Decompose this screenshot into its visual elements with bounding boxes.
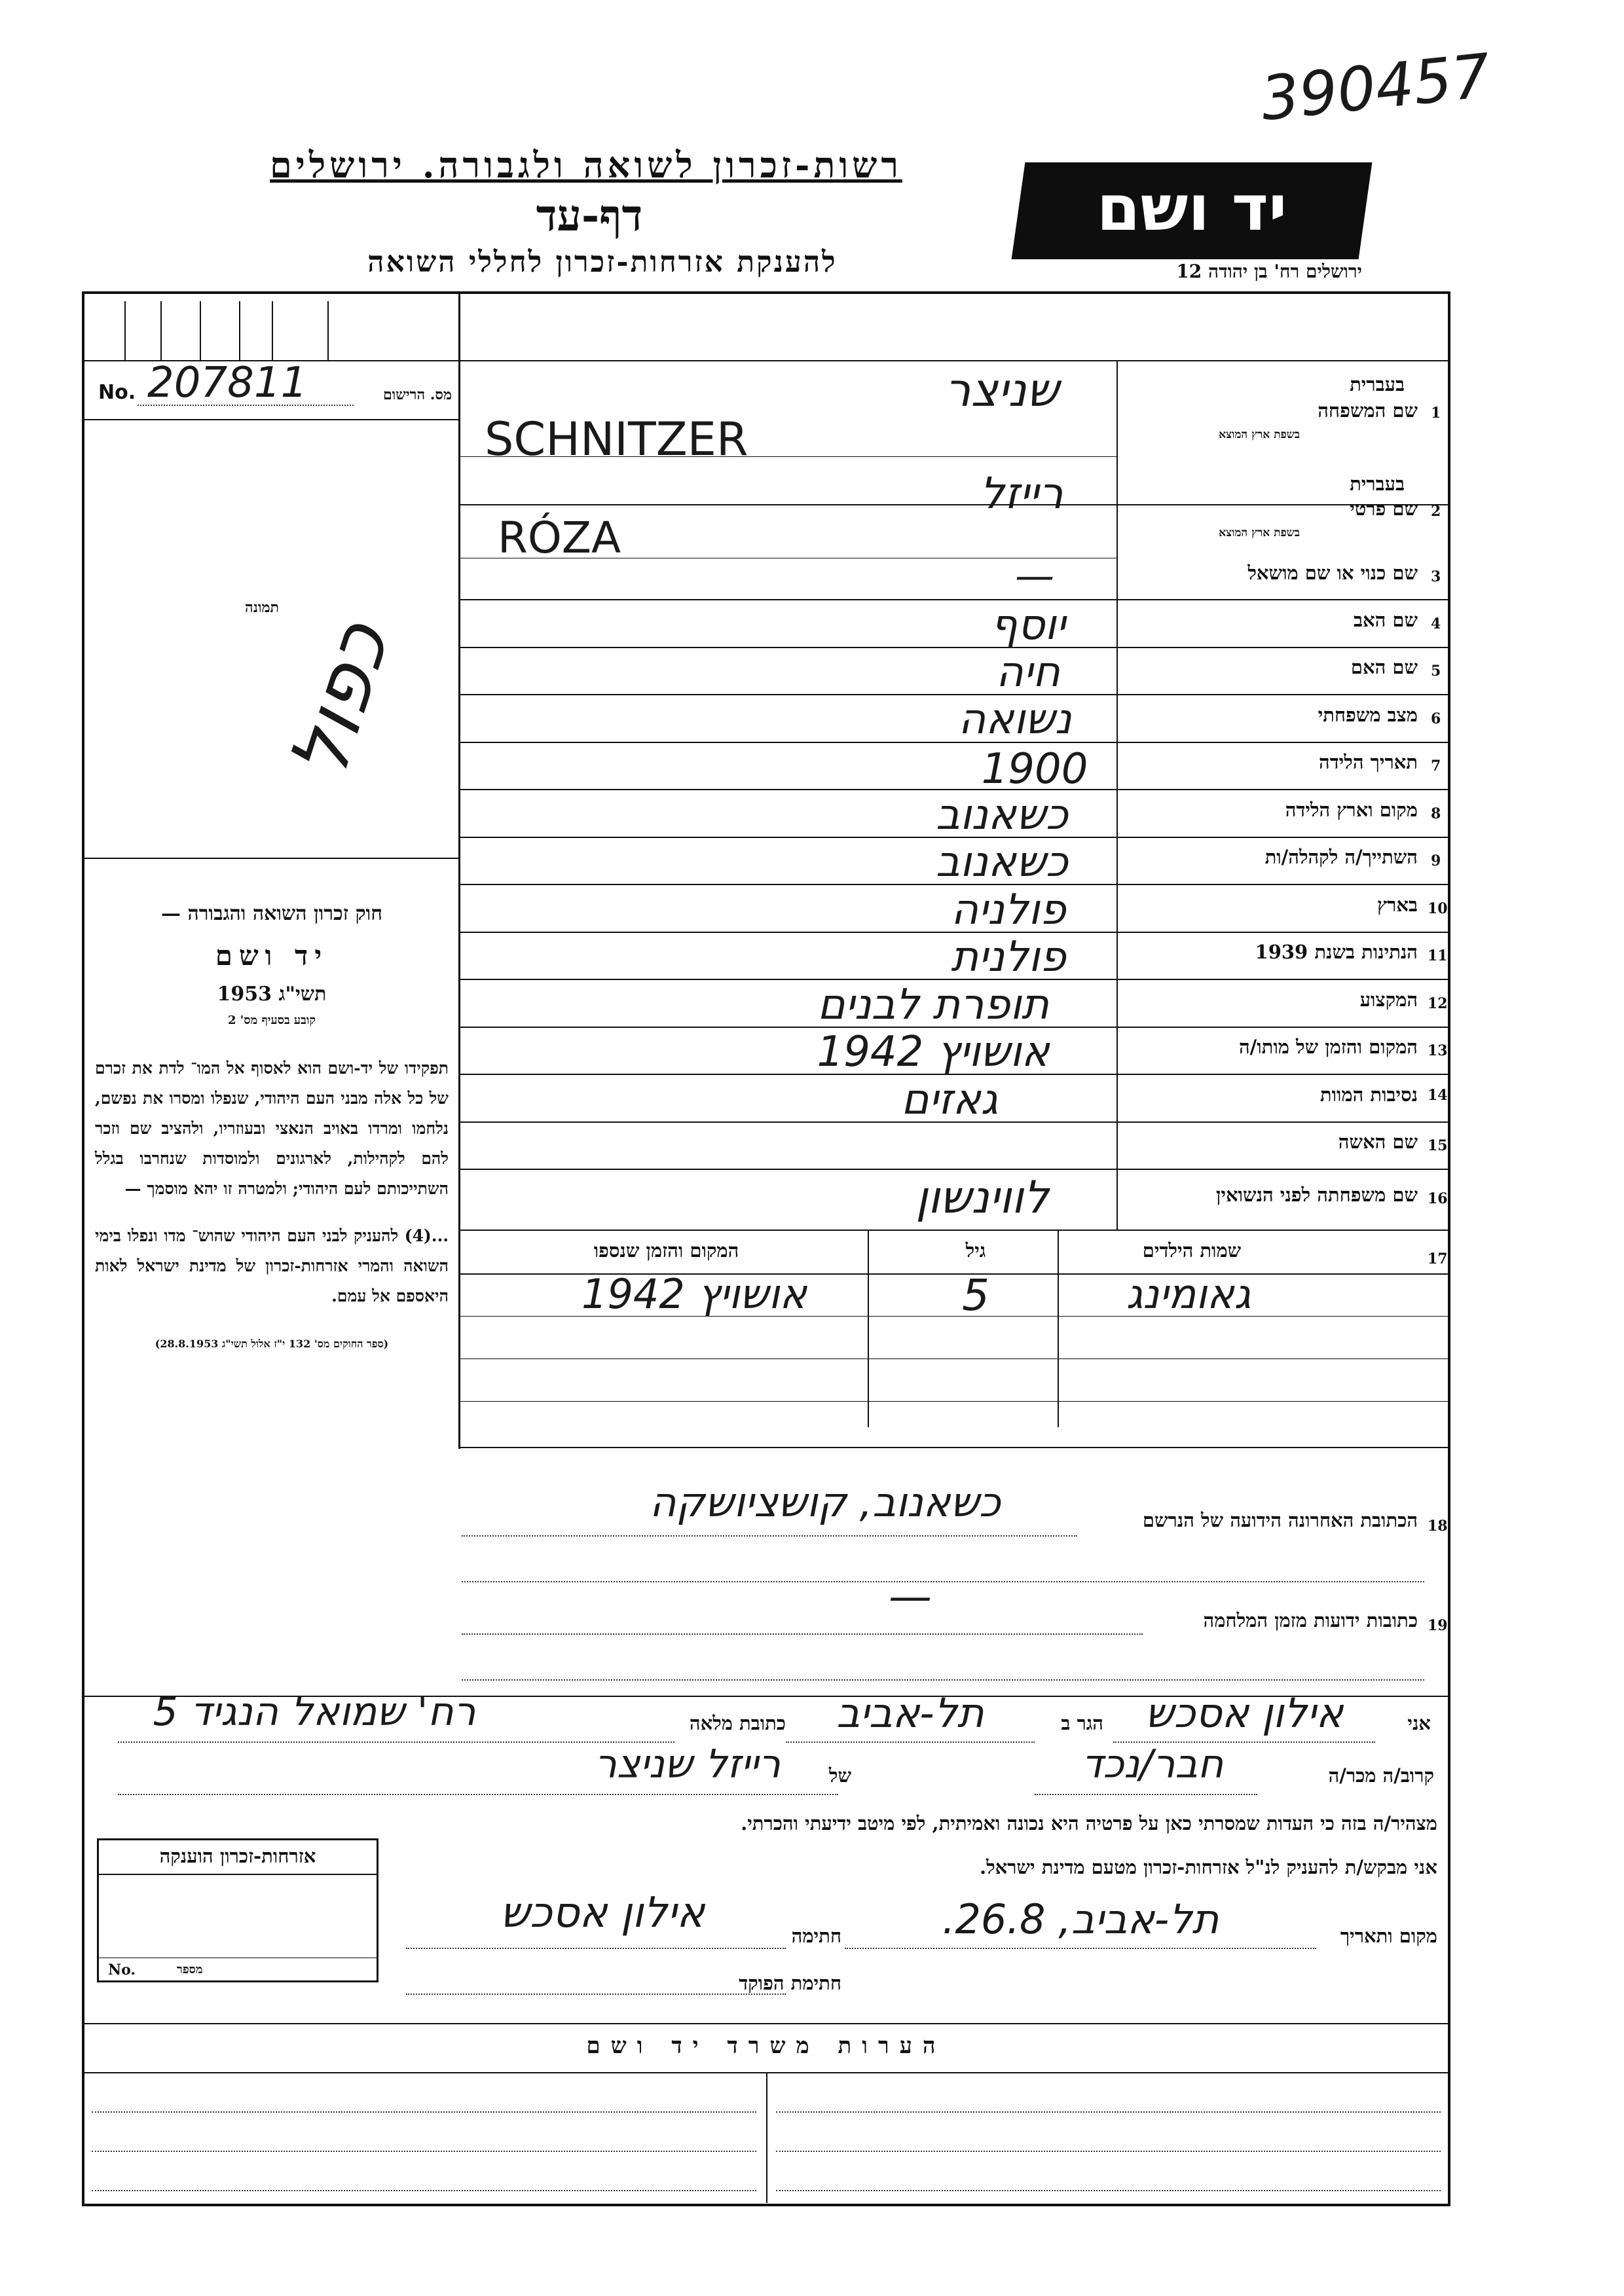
field-9-number: 9	[1431, 852, 1441, 869]
field-9-value: כשאנוב	[935, 838, 1069, 886]
field-16-label: שם משפחתה לפני הנשואין	[1216, 1184, 1418, 1206]
field-4-number: 4	[1431, 615, 1441, 632]
field-8-value: כשאנוב	[935, 791, 1069, 839]
field-14-number: 14	[1428, 1087, 1448, 1104]
field-1-value-latin: SCHNITZER	[485, 412, 748, 466]
signature-value: אילון אסכש	[500, 1889, 705, 1937]
declaration-lives-label: הגר ב	[1061, 1712, 1103, 1734]
photo-note: כפול	[272, 611, 408, 789]
field-2-label: שם פרטי	[1350, 498, 1418, 520]
declaration-statement-1: מצהיר/ה בזה כי העדות שמסרתי כאן על פרטיה היא נכונה ואמיתית, לפי מיטב ידיעתי והכרתי.	[741, 1812, 1437, 1834]
stamp-no-label: No.	[108, 1961, 136, 1978]
war-addresses-value: —	[889, 1571, 932, 1622]
field-10-number: 10	[1428, 900, 1448, 917]
field-16-number: 16	[1428, 1190, 1448, 1207]
field-4-value: יוסף	[990, 601, 1066, 649]
field-13-value: אושויץ 1942	[817, 1028, 1050, 1076]
field-12-value: תופרת לבנים	[817, 981, 1049, 1029]
field-15-label: שם האשה	[1338, 1131, 1418, 1153]
form-title: דף-עד	[536, 190, 643, 241]
field-7-value: 1900	[981, 745, 1088, 793]
law-box	[95, 902, 449, 1351]
header-address: ירושלים רח' בן יהודה 12	[1176, 261, 1362, 282]
logo-text: יד ושם	[1096, 172, 1287, 245]
last-address-number: 18	[1428, 1518, 1448, 1535]
field-4-label: שם האב	[1353, 609, 1418, 631]
field-14-value: גאזים	[900, 1076, 999, 1124]
child-place-time: אושויץ 1942	[581, 1270, 807, 1318]
law-year: תשי"ג 1953	[217, 983, 327, 1006]
officer-signature-label: חתימת הפוקד	[739, 1972, 841, 1994]
field-2-hint-hebrew: בעברית	[1350, 473, 1405, 495]
law-citation: (ספר החוקים מס' 132 י"ז אלול תשי"ג 28.8.1953)	[155, 1338, 389, 1350]
declaration-ani-label: אני	[1407, 1712, 1431, 1734]
authority-title: רשות-זכרון לשואה ולגבורה. ירושלים	[270, 144, 902, 186]
declaration-relative-label: קרוב/ה מכר/ה	[1328, 1764, 1434, 1787]
law-name: יד ושם	[215, 939, 329, 972]
last-address-label: הכתובת האחרונה הידועה של הנרשם	[1142, 1509, 1418, 1531]
field-3-number: 3	[1431, 568, 1441, 585]
signature-label: חתימה	[791, 1925, 841, 1947]
field-12-number: 12	[1428, 995, 1448, 1012]
field-8-label: מקום וארץ הלידה	[1285, 799, 1418, 821]
children-number: 17	[1428, 1250, 1448, 1267]
archive-number: 390457	[1257, 40, 1494, 135]
field-2-hint-origin: בשפת ארץ המוצא	[1219, 526, 1300, 539]
field-1-value: שניצר	[944, 363, 1060, 417]
law-clause: קובע בסעיף מס' 2	[228, 1013, 316, 1027]
field-3-value: —	[1015, 553, 1054, 599]
field-2-value-latin: RÓZA	[498, 513, 621, 563]
left-column-divider	[458, 291, 460, 1449]
field-2-number: 2	[1431, 503, 1441, 520]
children-header-age: גיל	[965, 1239, 986, 1262]
field-11-number: 11	[1428, 947, 1448, 964]
registration-no-prefix: No.	[98, 381, 136, 404]
place-date-label: מקום ותאריך	[1340, 1925, 1437, 1947]
children-header-names: שמות הילדים	[1142, 1239, 1242, 1262]
office-notes-title: הערות משרד יד ושם	[586, 2033, 946, 2059]
field-1-hint-hebrew: בעברית	[1350, 373, 1405, 395]
field-7-label: תאריך הלידה	[1319, 751, 1418, 773]
field-8-number: 8	[1431, 805, 1441, 822]
field-2-value: רייזל	[980, 468, 1063, 519]
last-address-value: כשאנוב, קושציושקה	[650, 1478, 1001, 1526]
field-11-value: פולנית	[951, 933, 1066, 981]
law-paragraph-2: ...(4) להעניק לבני העם היהודי שהוש־ מדו ונפלו בימי השואה והמרי אזרחות-זכרון של מדינת ישראל לאות היאספם אל עמם.	[95, 1226, 449, 1305]
field-10-value: פולניה	[951, 886, 1066, 934]
field-5-label: שם האם	[1350, 656, 1418, 678]
declaration-address-label: כתובת מלאה	[689, 1712, 786, 1734]
war-addresses-label: כתובות ידועות מזמן המלחמה	[1203, 1609, 1418, 1631]
field-13-label: המקום והזמן של מותו/ה	[1238, 1036, 1418, 1058]
declaration-lives-value: תל-אביב	[836, 1689, 984, 1737]
field-13-number: 13	[1428, 1042, 1448, 1059]
field-14-label: נסיבות המוות	[1320, 1084, 1418, 1106]
declaration-ani-value: אילון אסכש	[1145, 1689, 1344, 1737]
declaration-address-value: רח' שמואל הנגיד 5	[153, 1689, 476, 1735]
field-10-label: בארץ	[1377, 894, 1418, 916]
field-5-number: 5	[1431, 663, 1441, 680]
stamp-title: אזרחות-זכרון הוענקה	[159, 1845, 316, 1867]
children-header-place-time: המקום והזמן שנספו	[593, 1239, 739, 1262]
field-1-hint-origin: בשפת ארץ המוצא	[1219, 428, 1300, 441]
photo-label: תמונה	[245, 599, 279, 616]
field-6-value: נשואה	[958, 695, 1072, 744]
declaration-of-label: של	[828, 1764, 851, 1787]
field-9-label: השתייך/ה לקהלה/ות	[1264, 846, 1418, 868]
registration-number: 207811	[147, 359, 308, 407]
declaration-relative-value: חבר/נכד	[1081, 1741, 1224, 1787]
field-6-label: מצב משפחתי	[1318, 704, 1418, 726]
field-6-number: 6	[1431, 710, 1441, 727]
field-11-label: הנתינות בשנת 1939	[1255, 941, 1418, 963]
form-subtitle: להענקת אזרחות-זכרון לחללי השואה	[367, 246, 838, 279]
field-16-value: לווינשון	[915, 1172, 1049, 1224]
field-15-number: 15	[1428, 1137, 1448, 1154]
child-age: 5	[962, 1270, 989, 1321]
field-7-number: 7	[1431, 757, 1441, 774]
field-1-label: שם המשפחה	[1318, 399, 1418, 422]
declaration-of-value: רייזל שניצר	[594, 1741, 781, 1787]
child-name: גאומינג	[1126, 1270, 1251, 1318]
stamp-number-label: מספר	[177, 1963, 203, 1977]
field-5-value: חיה	[996, 648, 1060, 697]
field-3-label: שם כנוי או שם מושאל	[1247, 562, 1418, 584]
law-title: חוק זכרון השואה והגבורה —	[161, 902, 382, 925]
registration-label: מס. הרישום	[382, 386, 452, 403]
law-paragraph-1: תפקידו של יד-ושם הוא לאסוף אל המו־ לדת את זכרם של כל אלה מבני העם היהודי, שנפלו ומסרו את נפשם, נלחמו ומרדו באויב הנאצי ובעוזריו, ולהציב שם וזכר להם לקהילות, לארגונים ולמוסדות שנחרבו בגלל השתייכותם לעם היהודי; ולמטרה זו יהא מוסמך —	[95, 1059, 449, 1198]
place-date-value: תל-אביב, 26.8.	[942, 1895, 1219, 1943]
declaration-statement-2: אני מבקש/ת להעניק לנ"ל אזרחות-זכרון מטעם מדינת ישראל.	[979, 1856, 1437, 1878]
field-12-label: המקצוע	[1359, 989, 1418, 1011]
war-addresses-number: 19	[1428, 1617, 1448, 1634]
field-1-number: 1	[1431, 405, 1441, 422]
